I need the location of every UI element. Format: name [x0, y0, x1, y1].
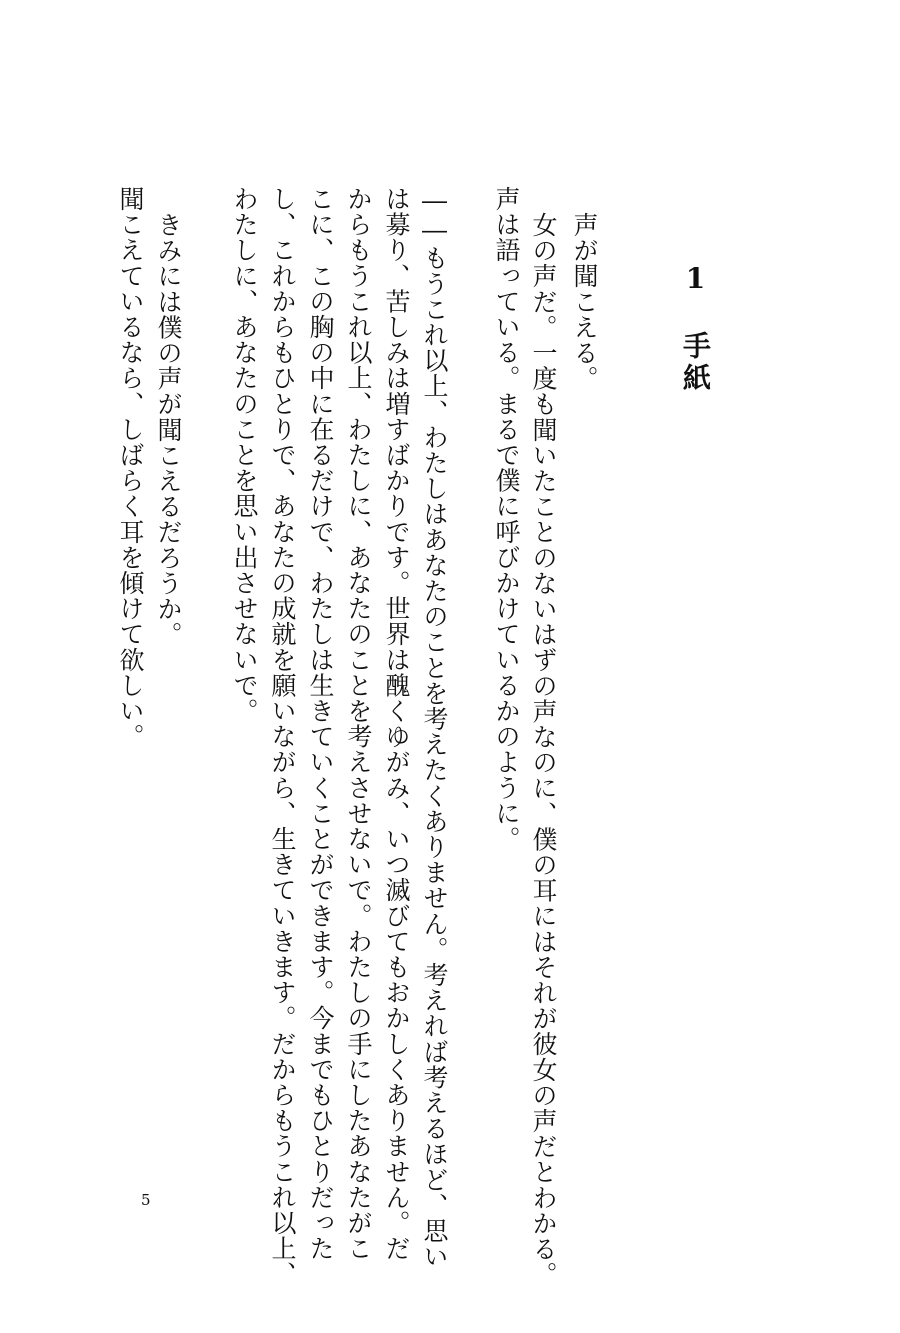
- text-line: 女の声だ。一度も聞いたことのないはずの声なのに、僕の耳にはそれが彼女の声だとわかる。: [529, 212, 558, 1288]
- text-line: からもうこれ以上、わたしに、あなたのことを考えさせないで。わたしの手にしたあなたがこ: [344, 186, 373, 1262]
- text-line: こに、この胸の中に在るだけで、わたしは生きていくことができます。今までもひとりだった: [306, 186, 335, 1262]
- text-line: ――もうこれ以上、わたしはあなたのことを考えたくありません。考えれば考えるほど、思い: [420, 186, 449, 1270]
- text-line: きみには僕の声が聞こえるだろうか。: [154, 212, 183, 648]
- text-line: わたしに、あなたのことを思い出させないで。: [230, 186, 259, 724]
- text-line: 聞こえているなら、しばらく耳を傾けて欲しい。: [116, 186, 145, 750]
- text-line: 声が聞こえる。: [570, 212, 599, 392]
- page-number: 5: [141, 1191, 151, 1209]
- text-line: し、これからもひとりで、あなたの成就を願いながら、生きていきます。だからもうこれ以上、: [268, 186, 297, 1287]
- chapter-title: 1 手紙: [679, 262, 712, 395]
- text-line: 声は語っている。まるで僕に呼びかけているかのように。: [492, 186, 521, 852]
- text-line: は募り、苦しみは増すばかりです。世界は醜くゆがみ、いつ滅びてもおかしくありません。だ: [382, 186, 411, 1262]
